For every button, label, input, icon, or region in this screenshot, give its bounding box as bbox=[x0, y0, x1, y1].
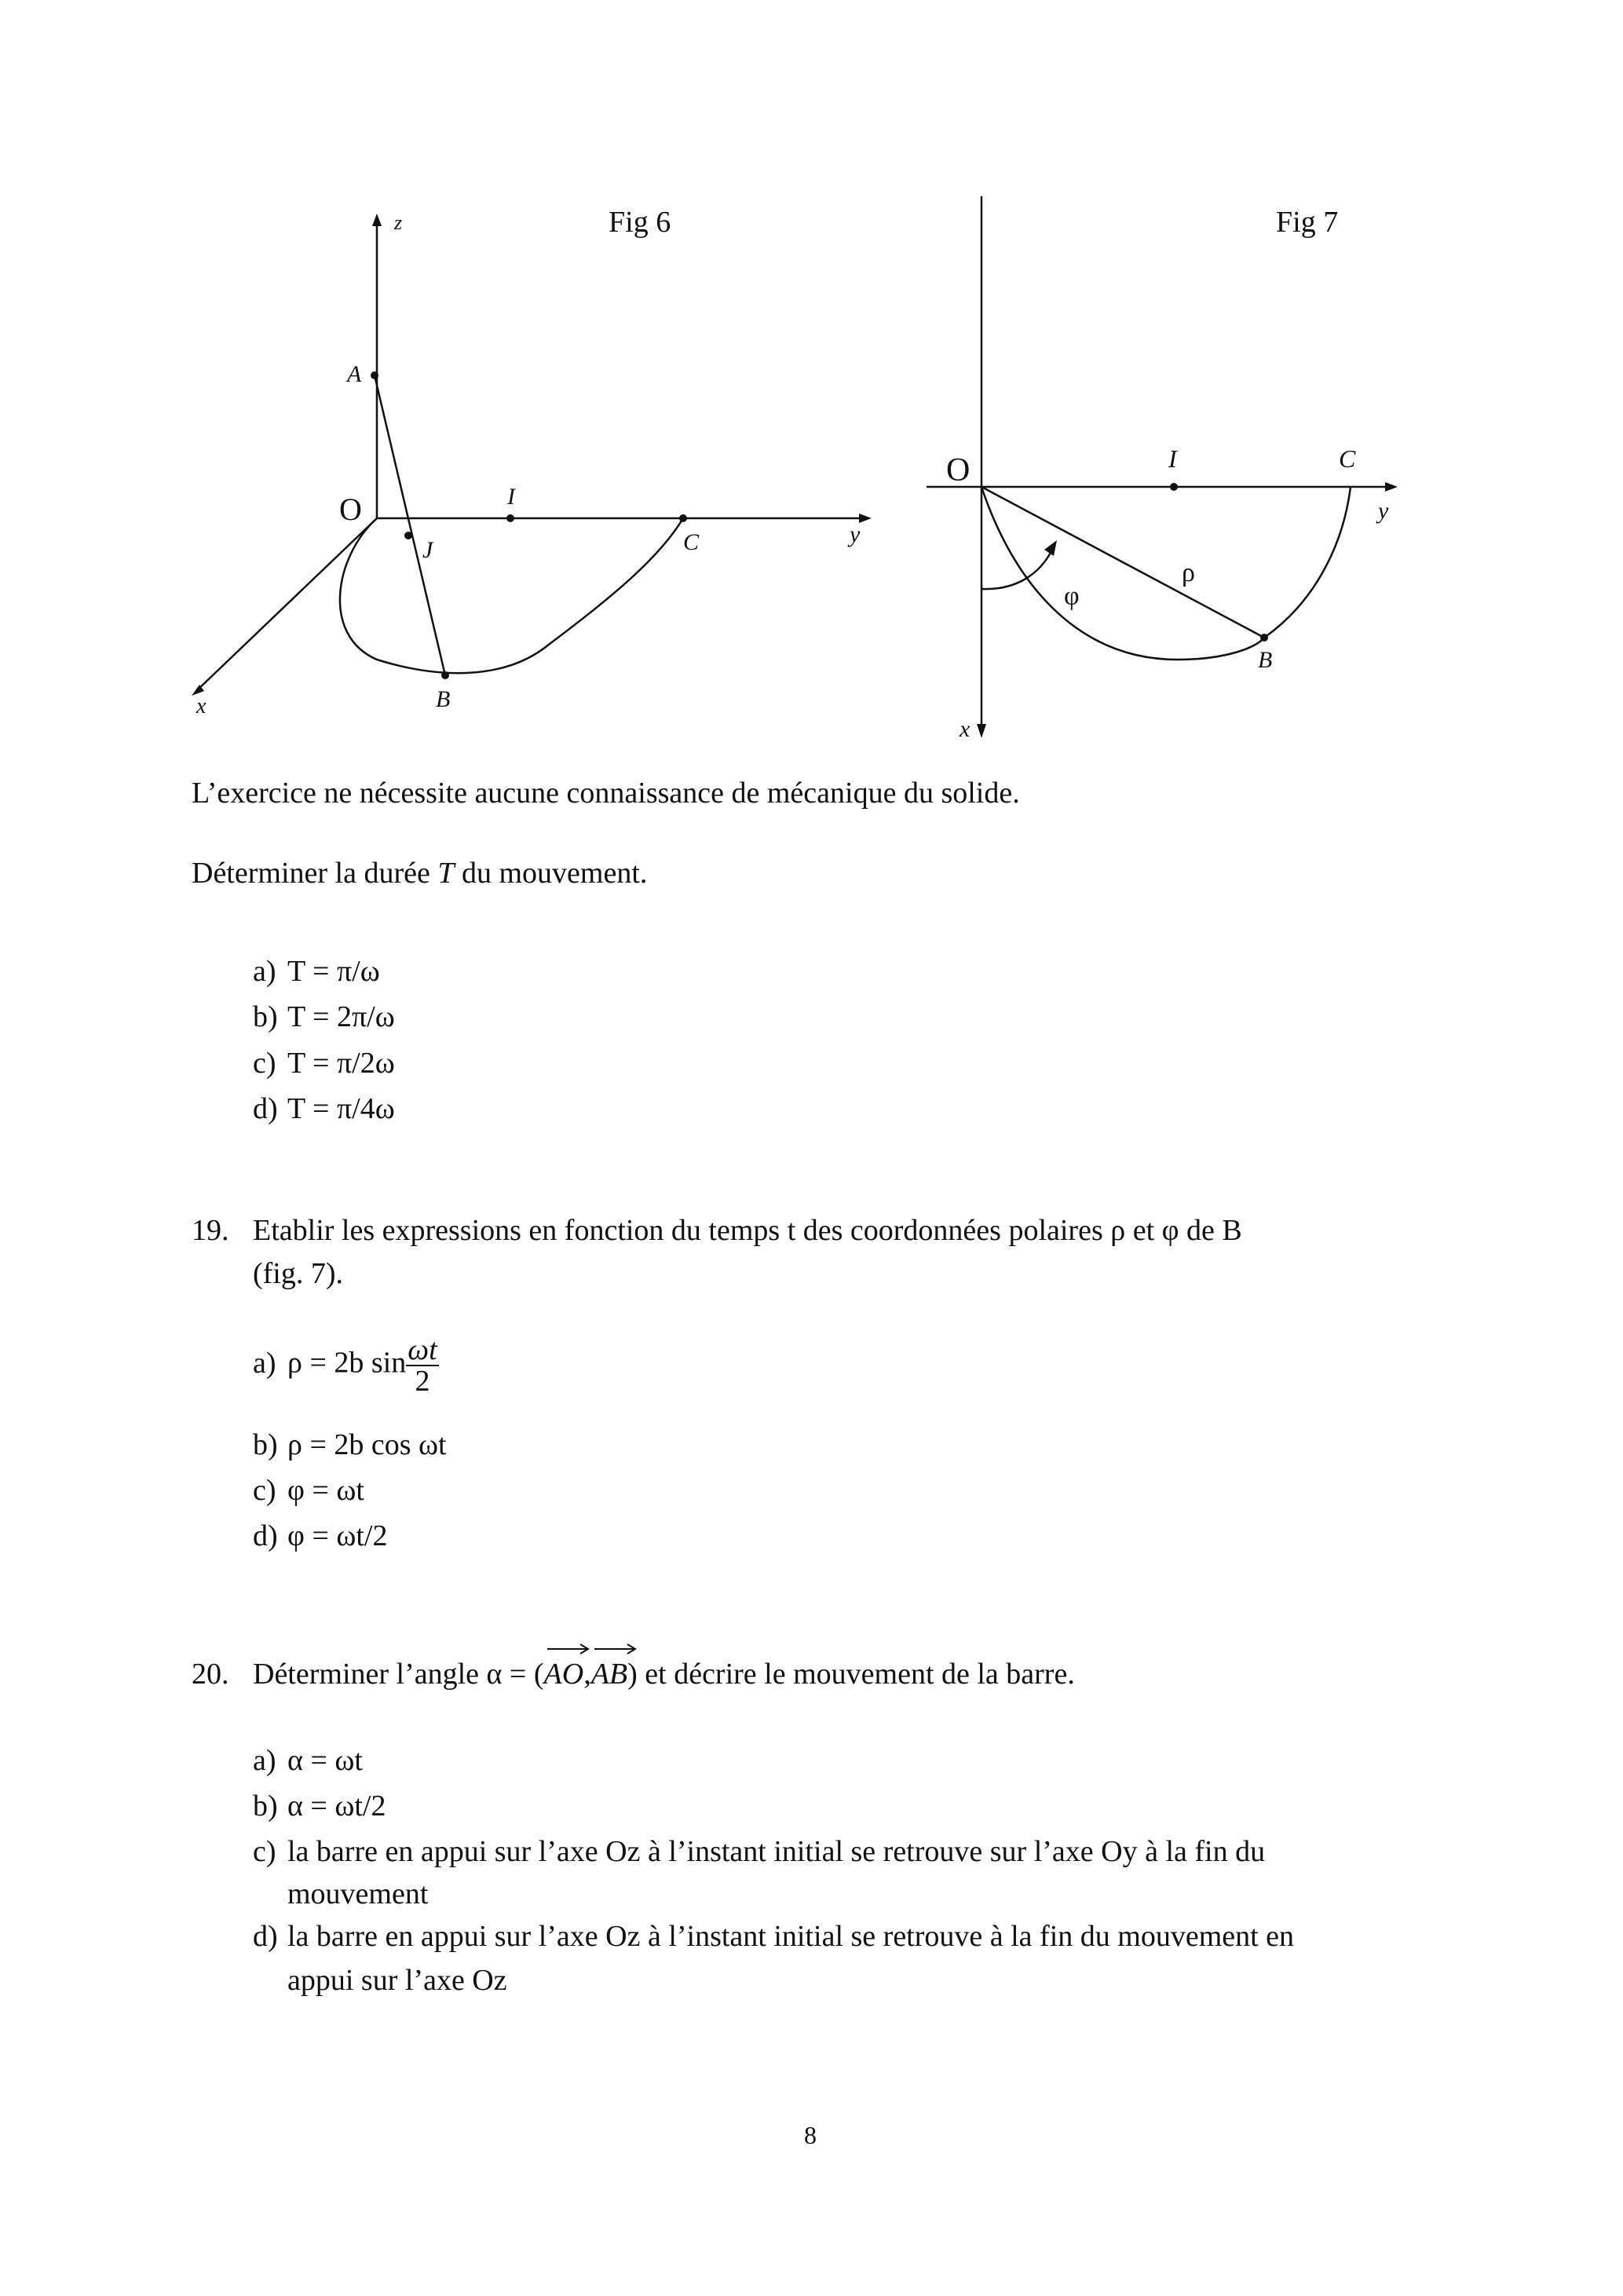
vector-arrow-icon bbox=[593, 1643, 640, 1655]
label-o: O bbox=[946, 452, 971, 488]
fraction-numerator: ωt bbox=[408, 1333, 437, 1366]
option-label: c) bbox=[253, 1474, 276, 1507]
option-lhs: ρ = 2b sin bbox=[287, 1346, 407, 1380]
option-label: b) bbox=[253, 1790, 278, 1823]
q19-option-d bbox=[253, 1519, 388, 1553]
point-i bbox=[506, 514, 514, 522]
curve-ocb bbox=[340, 518, 683, 673]
option-text: α = ωt bbox=[287, 1744, 363, 1777]
fig6-title: Fig 6 bbox=[609, 206, 671, 239]
option-text: T = π/2ω bbox=[287, 1047, 395, 1080]
label-i: I bbox=[507, 484, 515, 510]
label-b: B bbox=[436, 686, 451, 712]
radius-ob bbox=[981, 487, 1264, 638]
label-b: B bbox=[1258, 647, 1273, 673]
q20-question bbox=[253, 1657, 1075, 1693]
q20-option-b bbox=[253, 1789, 386, 1823]
label-a: A bbox=[347, 361, 362, 387]
q20-option-d-line2: appui sur l’axe Oz bbox=[287, 1964, 507, 1997]
q19-option-c bbox=[253, 1473, 364, 1508]
intro-note: L’exercice ne nécessite aucune connaissance de mécanique du solide. bbox=[192, 777, 1020, 810]
q20-option-d bbox=[253, 1919, 1294, 1954]
y-arrowhead bbox=[859, 514, 872, 523]
trajectory-ob-c bbox=[981, 487, 1351, 660]
option-label: a) bbox=[253, 1744, 276, 1777]
option-text: T = π/4ω bbox=[287, 1092, 395, 1125]
q19-line2: (fig. 7). bbox=[253, 1257, 344, 1290]
intro-option-d bbox=[253, 1091, 395, 1126]
phi-arrowhead bbox=[1044, 540, 1057, 556]
figure-6 bbox=[173, 196, 927, 730]
page-number: 8 bbox=[804, 2121, 817, 2149]
q20-option-c bbox=[253, 1834, 1265, 1869]
point-b bbox=[441, 671, 449, 679]
q20-post: ) et décrire le mouvement de la barre. bbox=[627, 1658, 1075, 1691]
label-o: O bbox=[339, 492, 362, 527]
fraction-denominator: 2 bbox=[415, 1365, 430, 1398]
option-label: c) bbox=[253, 1835, 276, 1868]
vector-arrow-icon bbox=[546, 1643, 593, 1655]
q19-option-a bbox=[253, 1335, 439, 1396]
bar-ab bbox=[375, 375, 445, 675]
fraction bbox=[406, 1335, 438, 1396]
x-arrowhead bbox=[977, 724, 986, 738]
option-text: α = ωt/2 bbox=[287, 1790, 386, 1823]
point-i bbox=[1170, 483, 1178, 491]
q19-option-b bbox=[253, 1428, 447, 1462]
option-label: a) bbox=[253, 955, 276, 988]
intro-option-c bbox=[253, 1046, 395, 1080]
intro-option-b bbox=[253, 1000, 395, 1034]
option-text: ρ = 2b cos ωt bbox=[287, 1428, 447, 1461]
label-i: I bbox=[1168, 444, 1177, 473]
intro-question bbox=[192, 856, 647, 892]
label-y: y bbox=[850, 521, 861, 547]
label-c: C bbox=[1339, 444, 1356, 473]
y-arrowhead bbox=[1385, 482, 1398, 492]
point-c bbox=[679, 514, 687, 522]
option-text: la barre en appui sur l’axe Oz à l’instant initial se retrouve à la fin du mouvement en bbox=[287, 1920, 1295, 1953]
option-label: b) bbox=[253, 1428, 278, 1461]
q20-number: 20. bbox=[192, 1658, 229, 1691]
option-label: b) bbox=[253, 1000, 278, 1033]
z-arrowhead bbox=[372, 214, 382, 226]
q19-number: 19. bbox=[192, 1214, 229, 1247]
label-phi: φ bbox=[1064, 582, 1080, 611]
q20-option-c-line2: mouvement bbox=[287, 1877, 429, 1910]
q20-sep: , bbox=[583, 1658, 591, 1691]
option-text: T = π/ω bbox=[287, 955, 380, 988]
label-y: y bbox=[1378, 498, 1389, 524]
option-label: c) bbox=[253, 1047, 276, 1080]
point-b bbox=[1260, 634, 1268, 642]
q20-pre: Déterminer l’angle α = ( bbox=[253, 1658, 544, 1691]
option-label: d) bbox=[253, 1092, 278, 1125]
q20-option-a bbox=[253, 1743, 363, 1778]
option-text: T = 2π/ω bbox=[287, 1000, 395, 1033]
option-label: d) bbox=[253, 1519, 278, 1552]
vector-ao-text: AO bbox=[543, 1658, 584, 1691]
intro-question-var: T bbox=[437, 857, 455, 890]
vector-ab-text: AB bbox=[590, 1658, 628, 1691]
label-x: x bbox=[196, 694, 207, 718]
point-j bbox=[404, 532, 412, 539]
phi-arc bbox=[981, 550, 1052, 589]
vector-ao bbox=[544, 1657, 584, 1693]
vector-ab bbox=[591, 1657, 627, 1693]
intro-option-a bbox=[253, 954, 380, 989]
option-text: φ = ωt/2 bbox=[287, 1519, 388, 1552]
option-label: a) bbox=[253, 1346, 276, 1380]
option-text: la barre en appui sur l’axe Oz à l’instant initial se retrouve sur l’axe Oy à la fin du bbox=[287, 1835, 1266, 1868]
label-rho: ρ bbox=[1182, 558, 1195, 587]
intro-question-pre: Déterminer la durée bbox=[192, 857, 438, 890]
point-a bbox=[371, 371, 378, 379]
q19-line1: Etablir les expressions en fonction du temps t des coordonnées polaires ρ et φ de B bbox=[253, 1214, 1242, 1247]
figure-7 bbox=[919, 196, 1429, 746]
x-axis bbox=[196, 518, 377, 691]
label-x: x bbox=[960, 716, 971, 742]
option-text: φ = ωt bbox=[287, 1474, 364, 1507]
label-c: C bbox=[683, 529, 700, 555]
label-z: z bbox=[394, 211, 403, 234]
option-label: d) bbox=[253, 1920, 278, 1953]
intro-question-post: du mouvement. bbox=[454, 857, 648, 890]
label-j: J bbox=[422, 537, 433, 563]
fig7-title: Fig 7 bbox=[1276, 206, 1339, 239]
